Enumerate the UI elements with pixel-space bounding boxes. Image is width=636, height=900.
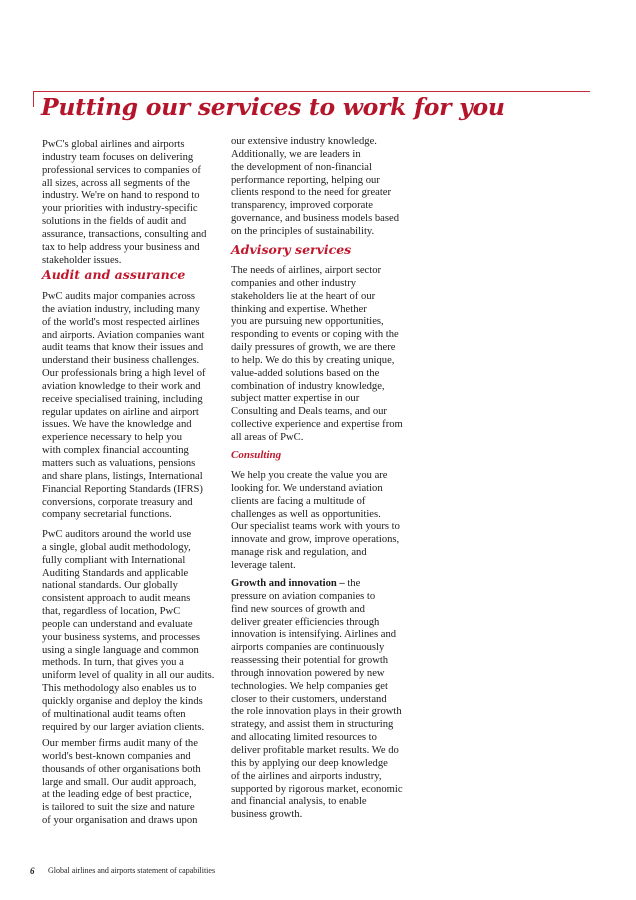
page-number: 6 — [30, 866, 35, 876]
growth-lead: Growth and innovation – — [231, 578, 345, 589]
audit-heading: Audit and assurance — [42, 267, 186, 282]
consulting-paragraph: We help you create the value you are looking for. We understand aviation clients are facing a multitude of challenges as well as opportunities. Our specialist teams work with yours to innovate and grow, improve operations, manage risk and regulation, and leverage talent. — [231, 470, 400, 571]
audit-paragraph-3-continued: our extensive industry knowledge. Additionally, we are leaders in the development of non-financial performance reporting, helping our clients respond to the need for greater transparency, improved corporate governance, and business models based on the principles of sustainability. — [231, 136, 399, 237]
intro-paragraph: PwC's global airlines and airports industry team focuses on delivering professional services to companies of all sizes, across all segments of the industry. We're on hand to respond to your priorities with industry-specific solutions in the fields of audit and assurance, transactions, consulting and tax to help address your business and stakeholder issues. — [42, 139, 207, 266]
growth-text: the pressure on aviation companies to find new sources of growth and deliver greater efficiencies through innovation is intensifying. Airlines and airports companies are continuously reassessing their potential for growth through innovation powered by new technologies. We help companies get closer to their customers, understand the role innovation plays in their growth strategy, and assist them in structuring and allocating limited resources to deliver profitable market results. We do this by applying our deep knowledge of the airlines and airports industry, supported by rigorous market, economic and financial analysis, to enable business growth. — [231, 578, 403, 821]
audit-paragraph-2: PwC auditors around the world use a single, global audit methodology, fully compliant with International Auditing Standards and applicable national standards. Our globally consistent approach to audit means that, regardless of location, PwC people can understand and evaluate your business systems, and processes using a single language and common methods. In turn, that gives you a uniform level of quality in all our audits. This methodology also enables us to quickly organise and deploy the kinds of multinational audit teams often required by our larger aviation clients. — [42, 529, 215, 733]
page-title: Putting our services to work for you — [41, 93, 505, 121]
advisory-heading: Advisory services — [231, 242, 352, 257]
advisory-paragraph: The needs of airlines, airport sector companies and other industry stakeholders lie at the heart of our thinking and expertise. Whether you are pursuing new opportunities, responding to events or coping with the daily pressures of growth, we are there to help. We do this by creating unique, value-added solutions based on the combination of industry knowledge, subject matter expertise in our Consulting and Deals teams, and our collective experience and expertise from all areas of PwC. — [231, 265, 403, 443]
footer-title: Global airlines and airports statement of capabilities — [48, 866, 216, 875]
audit-paragraph-3: Our member firms audit many of the world's best-known companies and thousands of other organisations both large and small. Our audit approach, at the leading edge of best practice, is tailored to suit the size and nature of your organisation and draws upon — [42, 738, 201, 827]
title-rule-tick — [33, 91, 34, 107]
growth-paragraph — [231, 578, 431, 822]
title-rule — [33, 91, 590, 92]
audit-paragraph-1: PwC audits major companies across the aviation industry, including many of the world's most respected airlines and airports. Aviation companies want audit teams that know their issues and understand their business challenges. Our professionals bring a high level of aviation knowledge to their work and receive specialised training, including regular updates on airline and airport issues. We have the knowledge and experience necessary to help you with complex financial accounting matters such as valuations, pensions and share plans, listings, International Financial Reporting Standards (IFRS) conversions, corporate treasury and company secretarial functions. — [42, 291, 206, 521]
consulting-heading: Consulting — [231, 449, 282, 461]
